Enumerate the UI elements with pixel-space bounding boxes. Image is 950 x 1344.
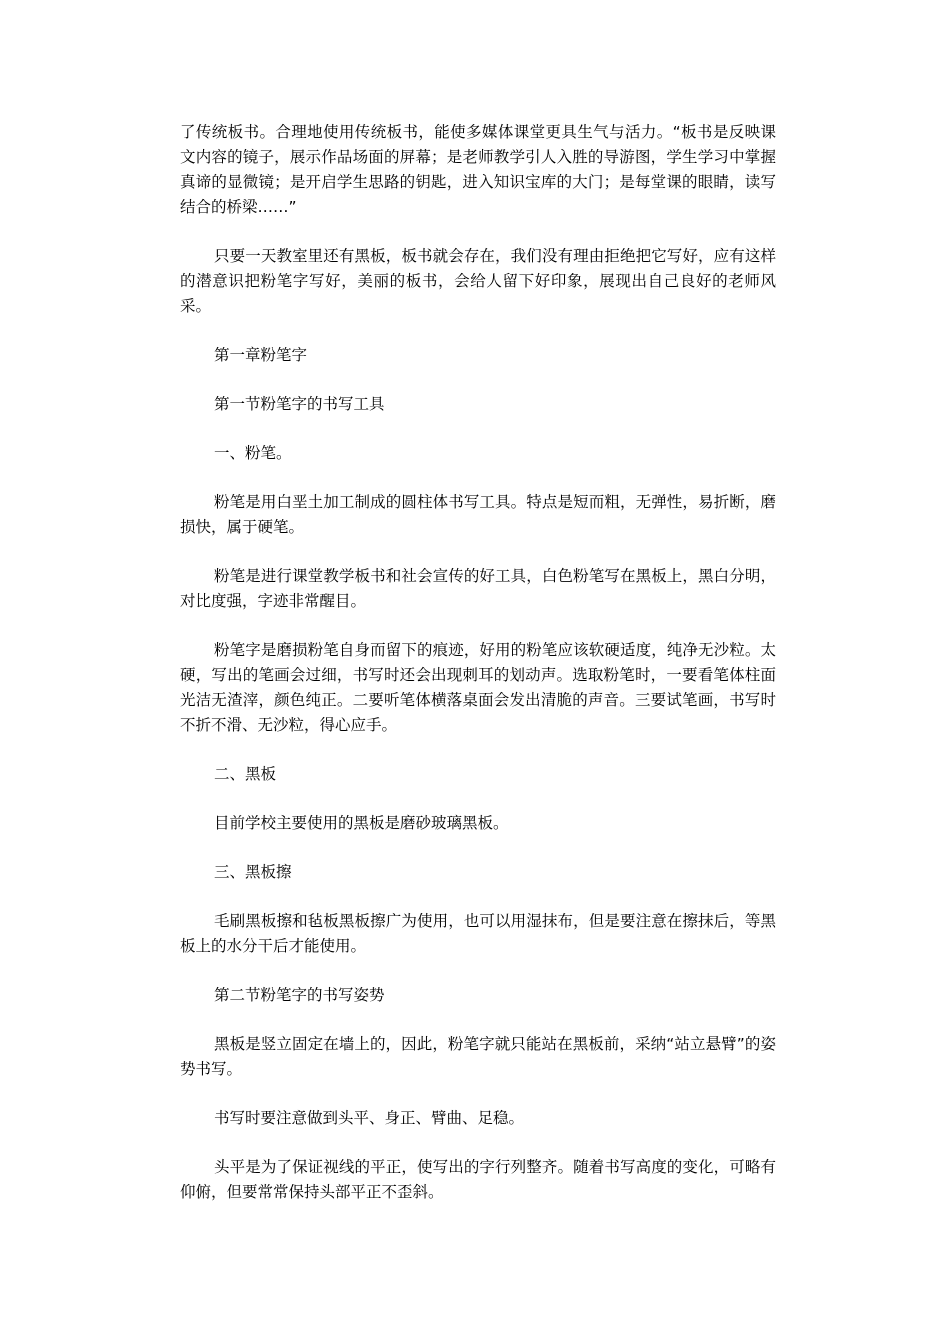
paragraph-2: 只要一天教室里还有黑板，板书就会存在，我们没有理由拒绝把它写好，应有这样的潜意识把粉笔字写好，美丽的板书，会给人留下好印象，展现出自己良好的老师风采。: [180, 247, 776, 315]
document-body: [180, 120, 776, 1205]
paragraph-posture: 黑板是竖立固定在墙上的，因此，粉笔字就只能站在黑板前，采纳“站立悬臂”的姿势书写。: [180, 1035, 776, 1078]
paragraph-eraser: 毛刷黑板擦和毡板黑板擦广为使用，也可以用湿抹布，但是要注意在擦抹后，等黑板上的水分干后才能使用。: [180, 912, 776, 955]
paragraph-head-level: 头平是为了保证视线的平正，使写出的字行列整齐。随着书写高度的变化，可略有仰俯，但要常常保持头部平正不歪斜。: [180, 1158, 776, 1201]
paragraph-chalk-selection: 粉笔字是磨损粉笔自身而留下的痕迹，好用的粉笔应该软硬适度，纯净无沙粒。太硬，写出的笔画会过细，书写时还会出现刺耳的划动声。选取粉笔时，一要看笔体柱面光洁无渣滓，颜色纯正。二要听笔体横落桌面会发出清脆的声音。三要试笔画，书写时不折不滑、无沙粒，得心应手。: [180, 641, 776, 734]
section-heading-1: 第一节粉笔字的书写工具: [214, 395, 385, 413]
subheading-chalk: 一、粉笔。: [214, 444, 292, 462]
section-heading-2: 第二节粉笔字的书写姿势: [214, 986, 385, 1004]
paragraph-chalk-use: 粉笔是进行课堂教学板书和社会宣传的好工具，白色粉笔写在黑板上，黑白分明，对比度强，字迹非常醒目。: [180, 567, 776, 610]
paragraph-blackboard: 目前学校主要使用的黑板是磨砂玻璃黑板。: [214, 814, 509, 832]
subheading-eraser: 三、黑板擦: [214, 863, 292, 881]
subheading-blackboard: 二、黑板: [214, 765, 277, 783]
paragraph-chalk-definition: 粉笔是用白垩土加工制成的圆柱体书写工具。特点是短而粗，无弹性，易折断，磨损快，属于硬笔。: [180, 493, 776, 536]
paragraph-posture-points: 书写时要注意做到头平、身正、臂曲、足稳。: [214, 1109, 525, 1127]
paragraph-1: 了传统板书。合理地使用传统板书，能使多媒体课堂更具生气与活力。“板书是反映课文内容的镜子，展示作品场面的屏幕；是老师教学引人入胜的导游图，学生学习中掌握真谛的显微镜；是开启学生思路的钥匙，进入知识宝库的大门；是每堂课的眼睛，读写结合的桥梁……”: [180, 123, 776, 216]
chapter-heading: 第一章粉笔字: [214, 346, 308, 364]
